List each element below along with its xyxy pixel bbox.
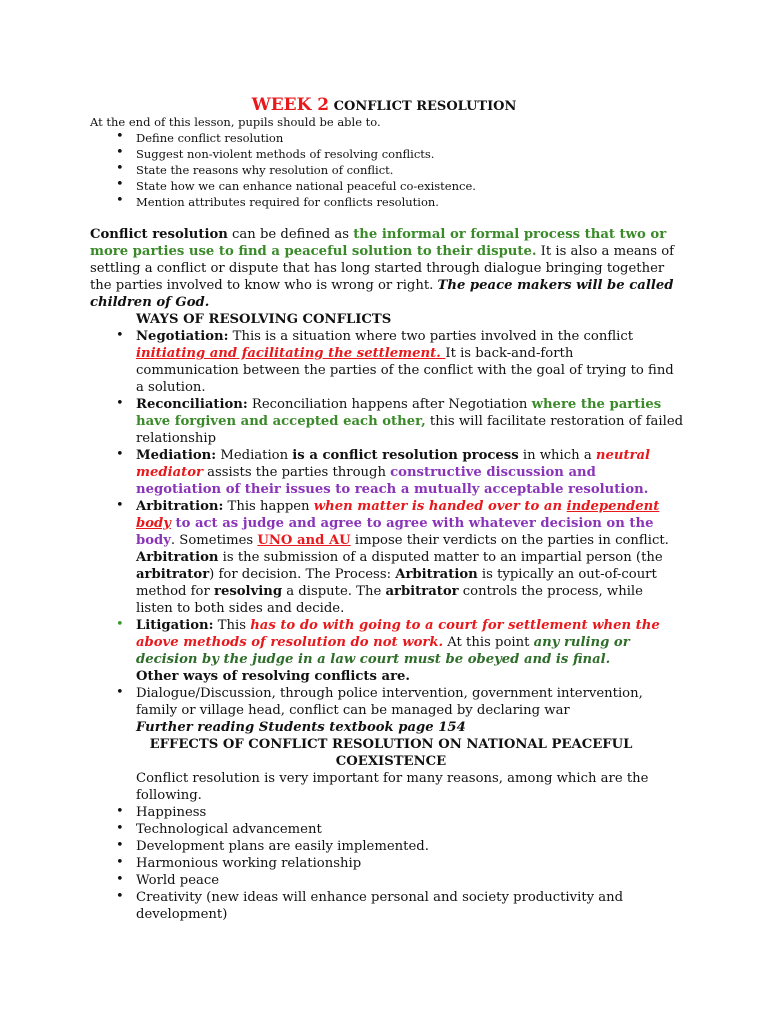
effect-item: Development plans are easily implemented. xyxy=(136,839,429,854)
mediation-bold: is a conflict resolution process xyxy=(292,448,519,463)
arbitration-bold: Arbitration xyxy=(136,550,219,565)
other-ways-heading: Other ways of resolving conflicts are. xyxy=(136,669,410,684)
peace-makers-quote: The peace makers will be called xyxy=(437,278,674,293)
arbitration-text: controls the process, while xyxy=(458,584,643,599)
arbitration-bold: arbitrator xyxy=(136,567,210,582)
negotiation-text: a solution. xyxy=(136,380,206,395)
arbitration-purple: to act as judge and agree to agree with whatever decision on the xyxy=(170,516,654,531)
effect-item: Harmonious working relationship xyxy=(136,856,362,871)
mediation-text: assists the parties through xyxy=(202,465,391,480)
arbitration-red-underline: body xyxy=(136,516,171,531)
bullet: • xyxy=(116,617,124,632)
bullet: • xyxy=(116,838,124,853)
definition-text: the parties involved to know who is wrong or right. xyxy=(90,278,438,293)
negotiation-highlight: initiating and facilitating the settlement. xyxy=(136,346,446,361)
bullet: • xyxy=(116,821,124,836)
arbitration-label: Arbitration: xyxy=(136,499,224,514)
effects-heading: COEXISTENCE xyxy=(335,754,447,769)
reconciliation-text: Reconciliation happens after Negotiation xyxy=(247,397,532,412)
mediation-text: in which a xyxy=(518,448,596,463)
bullet: • xyxy=(116,889,124,904)
definition-text: It is also a means of xyxy=(536,244,675,259)
negotiation-text: It is back-and-forth xyxy=(445,346,574,361)
bullet: • xyxy=(116,855,124,870)
objective-item: State the reasons why resolution of conflict. xyxy=(136,163,394,177)
reconciliation-highlight: where the parties xyxy=(531,397,662,412)
week-label: WEEK 2 xyxy=(251,95,330,115)
further-reading: Further reading Students textbook page 154 xyxy=(136,720,466,735)
ways-heading: WAYS OF RESOLVING CONFLICTS xyxy=(136,312,392,327)
bullet: • xyxy=(116,145,124,160)
arbitration-text: method for xyxy=(136,584,214,599)
arbitration-bold: arbitrator xyxy=(385,584,459,599)
definition-term: Conflict resolution xyxy=(90,227,228,242)
arbitration-text: impose their verdicts on the parties in conflict. xyxy=(350,533,669,548)
bullet: • xyxy=(116,161,124,176)
negotiation-text: This is a situation where two parties involved in the conflict xyxy=(228,329,634,344)
bullet: • xyxy=(116,396,124,411)
topic-label: CONFLICT RESOLUTION xyxy=(333,99,517,114)
definition-text: can be defined as xyxy=(227,227,354,242)
litigation-text: At this point xyxy=(443,635,534,650)
dialogue-text: Dialogue/Discussion, through police intervention, government intervention, xyxy=(136,686,643,701)
arbitration-text: is typically an out-of-court xyxy=(477,567,657,582)
effect-item: World peace xyxy=(136,873,220,888)
peace-makers-quote: children of God. xyxy=(90,295,210,310)
objective-item: Suggest non-violent methods of resolving conflicts. xyxy=(136,147,435,161)
bullet: • xyxy=(116,804,124,819)
arbitration-bold: Arbitration xyxy=(395,567,478,582)
negotiation-text: communication between the parties of the conflict with the goal of trying to find xyxy=(136,363,674,378)
litigation-green: any ruling or xyxy=(533,635,630,650)
effect-item-continued: development) xyxy=(136,907,228,922)
reconciliation-text: relationship xyxy=(136,431,217,446)
litigation-red: has to do with going to a court for settlement when the xyxy=(250,618,660,633)
litigation-red: above methods of resolution do not work. xyxy=(136,635,444,650)
arbitration-text: listen to both sides and decide. xyxy=(136,601,345,616)
bullet: • xyxy=(116,129,124,144)
bullet: • xyxy=(116,498,124,513)
litigation-text: This xyxy=(213,618,251,633)
reconciliation-highlight: have forgiven and accepted each other, xyxy=(136,414,426,429)
arbitration-text: is the submission of a disputed matter to an impartial person (the xyxy=(218,550,663,565)
litigation-label: Litigation: xyxy=(136,618,214,633)
litigation-green: decision by the judge in a law court must be obeyed and is final. xyxy=(136,652,611,667)
bullet: • xyxy=(116,328,124,343)
effects-intro: Conflict resolution is very important for many reasons, among which are the xyxy=(136,771,649,786)
bullet: • xyxy=(116,193,124,208)
arbitration-text: This happen xyxy=(223,499,314,514)
arbitration-purple: body xyxy=(136,533,171,548)
arbitration-text: a dispute. The xyxy=(282,584,386,599)
negotiation-label: Negotiation: xyxy=(136,329,229,344)
objective-item: State how we can enhance national peaceful co-existence. xyxy=(136,179,476,193)
definition-text: settling a conflict or dispute that has long started through dialogue bringing together xyxy=(90,261,665,276)
effects-heading: EFFECTS OF CONFLICT RESOLUTION ON NATIONAL PEACEFUL xyxy=(149,737,633,752)
uno-au-highlight: UNO and AU xyxy=(257,533,351,548)
arbitration-text: . Sometimes xyxy=(170,533,258,548)
definition-highlight: the informal or formal process that two or xyxy=(353,227,667,242)
mediation-text: Mediation xyxy=(216,448,293,463)
arbitration-text: ) for decision. The Process: xyxy=(209,567,396,582)
dialogue-text: family or village head, conflict can be managed by declaring war xyxy=(136,703,570,718)
bullet: • xyxy=(116,447,124,462)
reconciliation-text: this will facilitate restoration of failed xyxy=(425,414,684,429)
bullet: • xyxy=(116,872,124,887)
intro-text: At the end of this lesson, pupils should be able to. xyxy=(90,115,381,129)
mediation-red: neutral xyxy=(595,448,651,463)
mediation-red: mediator xyxy=(136,465,203,480)
objective-item: Mention attributes required for conflicts resolution. xyxy=(136,195,439,209)
arbitration-bold: resolving xyxy=(214,584,283,599)
reconciliation-label: Reconciliation: xyxy=(136,397,248,412)
mediation-purple: constructive discussion and xyxy=(390,465,596,480)
page-title xyxy=(0,95,768,115)
bullet: • xyxy=(116,685,124,700)
objective-item: Define conflict resolution xyxy=(136,131,284,145)
effect-item: Happiness xyxy=(136,805,207,820)
effects-intro: following. xyxy=(136,788,202,803)
effect-item: Creativity (new ideas will enhance personal and society productivity and xyxy=(136,890,624,905)
bullet: • xyxy=(116,177,124,192)
mediation-purple: negotiation of their issues to reach a mutually acceptable resolution. xyxy=(136,482,649,497)
arbitration-red-underline: independent xyxy=(566,499,660,514)
effect-item: Technological advancement xyxy=(136,822,322,837)
mediation-label: Mediation: xyxy=(136,448,217,463)
arbitration-red: when matter is handed over to an xyxy=(313,499,567,514)
definition-highlight: more parties use to find a peaceful solution to their dispute. xyxy=(90,244,537,259)
